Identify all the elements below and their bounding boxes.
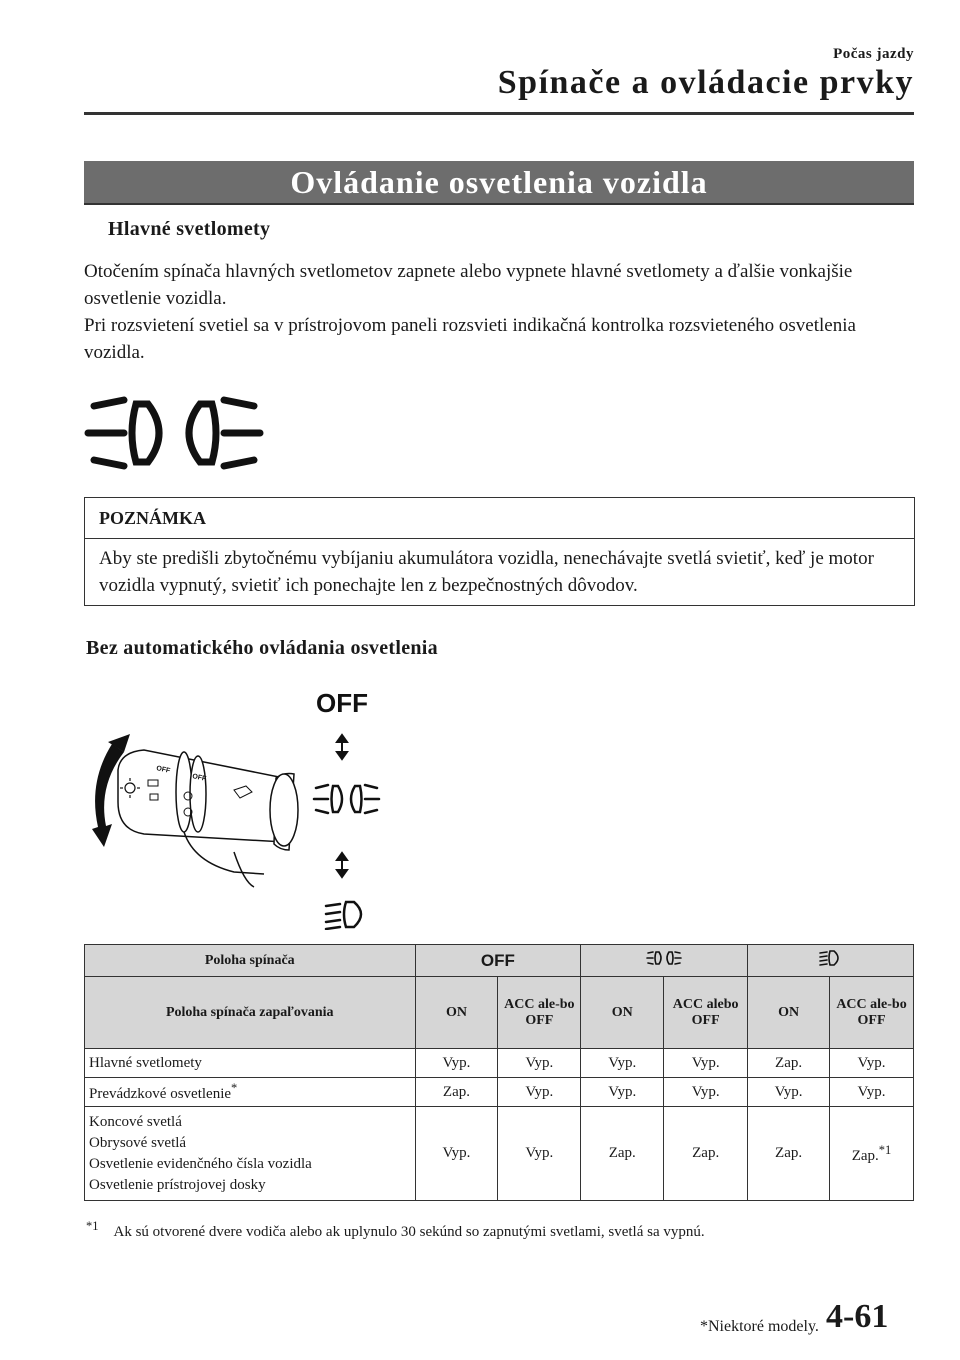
footnote-marker: * xyxy=(231,1081,238,1095)
dial-off-label-1: OFF xyxy=(155,765,171,775)
switch-position-table xyxy=(84,944,914,1201)
table-cell: Zap. xyxy=(748,1107,830,1201)
table-cell-row-label xyxy=(85,1078,416,1107)
footnote-mark: *1 xyxy=(86,1219,99,1233)
row-label-text: Koncové svetlá xyxy=(89,1113,182,1130)
table-row xyxy=(85,1049,914,1078)
table-row xyxy=(85,945,914,977)
table-row xyxy=(85,1107,914,1201)
table-cell: Vyp. xyxy=(581,1049,664,1078)
paragraph-2: Pri rozsvietení svetiel sa v prístrojovom paneli rozsvieti indikačná kontrolka rozsvieteného osvetlenia vozidla. xyxy=(84,315,856,363)
parking-light-icon xyxy=(646,950,682,966)
table-cell: Vyp. xyxy=(830,1078,914,1107)
footnote-marker: *1 xyxy=(878,1142,892,1157)
footer-note: *Niektoré modely. xyxy=(700,1318,819,1335)
subheading-headlights: Hlavné svetlomety xyxy=(108,218,271,240)
light-switch-figure xyxy=(84,682,394,930)
note-body: Aby ste predišli zbytočnému vybíjaniu akumulátora vozidla, nenechávajte svetlá svietiť, keď je motor vozidla vypnutý, svietiť ich ponechajte len z bezpečnostných dôvodov. xyxy=(99,548,874,596)
table-cell: ACC ale-bo OFF xyxy=(498,977,581,1049)
table-cell: Vyp. xyxy=(415,1107,498,1201)
table-cell: ON xyxy=(415,977,498,1049)
table-cell-off: OFF xyxy=(415,945,581,977)
table-cell: Vyp. xyxy=(830,1049,914,1078)
table-cell: Zap. xyxy=(415,1078,498,1107)
table-cell xyxy=(830,1107,914,1201)
table-cell: Vyp. xyxy=(581,1078,664,1107)
table-cell: Vyp. xyxy=(748,1078,830,1107)
table-cell-headlight-icon xyxy=(748,945,914,977)
footnote-text: Ak sú otvorené dvere vodiča alebo ak uplynulo 30 sekúnd so zapnutými svetlami, svetlá sa vypnú. xyxy=(113,1224,705,1240)
note-title: POZNÁMKA xyxy=(85,498,914,539)
table-cell-switch-label: Poloha spínača xyxy=(85,945,416,977)
running-header-section: Počas jazdy xyxy=(833,46,914,62)
table-cell: ON xyxy=(748,977,830,1049)
page-number: 4-61 xyxy=(826,1298,889,1335)
subheading-no-auto: Bez automatického ovládania osvetlenia xyxy=(86,637,438,659)
cell-text: Zap. xyxy=(851,1147,879,1164)
row-label-text: Osvetlenie evidenčného čísla vozidla xyxy=(89,1155,312,1172)
table-cell: Vyp. xyxy=(498,1107,581,1201)
section-banner: Ovládanie osvetlenia vozidla xyxy=(84,161,914,205)
switch-stalk xyxy=(118,750,298,887)
table-row xyxy=(85,977,914,1049)
table-cell-ignition-label: Poloha spínača zapaľovania xyxy=(85,977,416,1049)
figure-off-label: OFF xyxy=(316,688,368,718)
dial-off-label-2: OFF xyxy=(191,773,207,783)
headlight-low-beam-icon xyxy=(819,950,843,966)
table-cell: Zap. xyxy=(664,1107,748,1201)
headlight-indicator-icon xyxy=(84,392,264,474)
table-cell: Vyp. xyxy=(498,1078,581,1107)
table-cell: ACC ale-bo OFF xyxy=(830,977,914,1049)
running-header-chapter: Spínače a ovládacie prvky xyxy=(497,64,914,101)
table-cell: Zap. xyxy=(748,1049,830,1078)
row-label-text: Prevádzkové osvetlenie xyxy=(89,1086,232,1102)
table-cell: Vyp. xyxy=(664,1049,748,1078)
row-label-text: Osvetlenie prístrojovej dosky xyxy=(89,1176,266,1193)
paragraph-1: Otočením spínača hlavných svetlometov zapnete alebo vypnete hlavné svetlomety a ďalšie vonkajšie osvetlenie vozidla. xyxy=(84,261,853,309)
table-cell: Zap. xyxy=(581,1107,664,1201)
table-cell: Vyp. xyxy=(498,1049,581,1078)
table-cell-row-label: Hlavné svetlomety xyxy=(85,1049,416,1078)
parking-light-icon xyxy=(314,785,379,813)
table-cell-row-label xyxy=(85,1107,416,1201)
table-cell: ACC alebo OFF xyxy=(664,977,748,1049)
table-cell: ON xyxy=(581,977,664,1049)
table-cell-parking-icon xyxy=(581,945,748,977)
note-box xyxy=(84,497,915,606)
table-cell: Vyp. xyxy=(664,1078,748,1107)
header-rule xyxy=(84,112,914,115)
table-cell: Vyp. xyxy=(415,1049,498,1078)
table-footnote xyxy=(86,1219,705,1241)
table-row xyxy=(85,1078,914,1107)
headlight-low-beam-icon xyxy=(326,902,361,929)
row-label-text: Obrysové svetlá xyxy=(89,1134,187,1151)
